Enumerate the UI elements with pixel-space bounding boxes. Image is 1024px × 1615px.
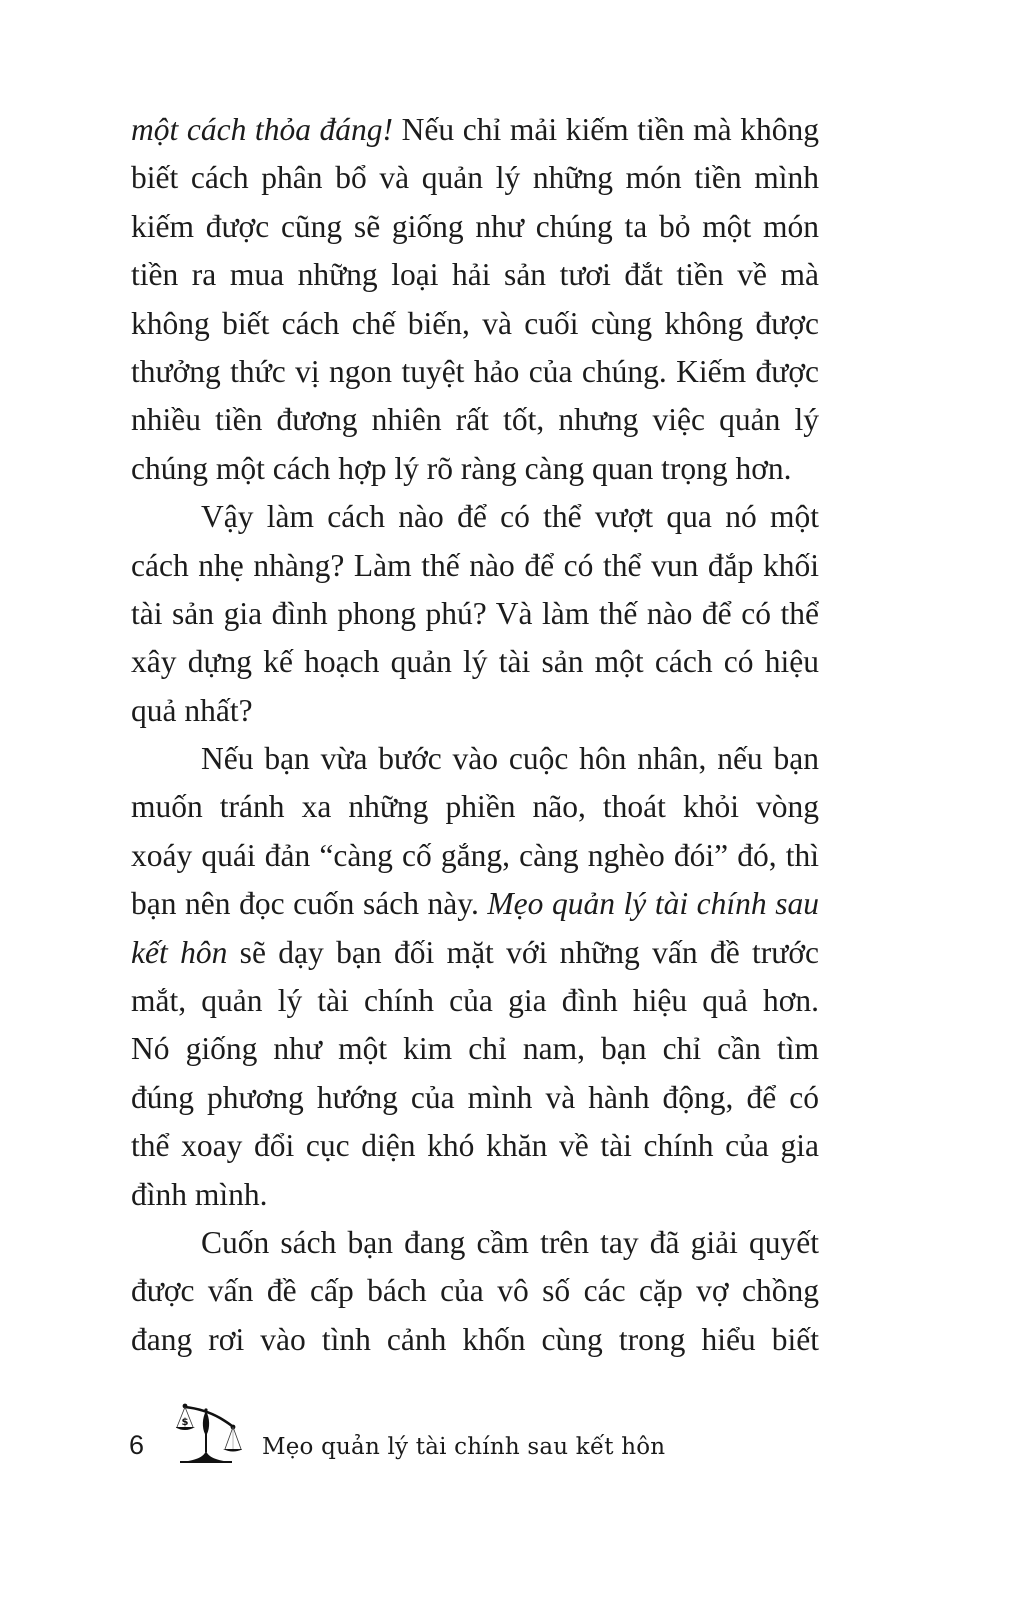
text-line (131, 1316, 819, 1364)
text-segment: tiền ra mua những loại hải sản tươi đắt tiền về mà (131, 257, 819, 293)
text-segment: Nếu bạn vừa bước vào cuộc hôn nhân, nếu bạn (201, 741, 819, 777)
text-segment: Nếu chỉ mải kiếm tiền mà không (393, 112, 819, 147)
running-title: Mẹo quản lý tài chính sau kết hôn (262, 1434, 666, 1460)
text-segment: muốn tránh xa những phiền não, thoát khỏi vòng (131, 789, 819, 825)
text-segment: đúng phương hướng của mình và hành động, để có (131, 1079, 819, 1115)
text-line (131, 493, 819, 541)
text-segment: mắt, quản lý tài chính của gia đình hiệu quả hơn. (131, 983, 819, 1019)
text-line (131, 880, 819, 928)
text-segment: tài sản gia đình phong phú? Và làm thế nào để có thể (131, 595, 819, 631)
text-line (131, 832, 819, 880)
text-line (131, 1074, 819, 1122)
page-footer (0, 1390, 1024, 1480)
svg-text:$: $ (181, 1417, 189, 1428)
text-segment: biết cách phân bổ và quản lý những món tiền mình (131, 160, 819, 196)
scale-of-justice-icon (176, 1396, 242, 1466)
text-segment: đình mình. (131, 1176, 268, 1212)
text-segment: được vấn đề cấp bách của vô số các cặp vợ chồng (131, 1273, 819, 1309)
text-line (131, 1267, 819, 1315)
text-segment: sẽ dạy bạn đối mặt với những vấn đề trước (227, 934, 819, 970)
text-segment: xoáy quái đản “càng cố gắng, càng nghèo đói” đó, thì (131, 837, 819, 873)
text-line (131, 203, 819, 251)
text-segment: nhiều tiền đương nhiên rất tốt, nhưng việc quản lý (131, 402, 819, 438)
text-segment: kiếm được cũng sẽ giống như chúng ta bỏ một món (131, 208, 819, 244)
text-line (131, 106, 819, 154)
text-segment: thể xoay đổi cục diện khó khăn về tài chính của gia (131, 1128, 819, 1164)
text-line (131, 1025, 819, 1073)
text-segment: thưởng thức vị ngon tuyệt hảo của chúng. Kiếm được (131, 353, 819, 389)
italic-text: Mẹo quản lý tài chính sau (487, 886, 819, 922)
text-line (131, 154, 819, 202)
italic-text: kết hôn (131, 934, 228, 970)
text-line (131, 396, 819, 444)
text-line (131, 929, 819, 977)
text-line (131, 1171, 819, 1219)
text-segment: cách nhẹ nhàng? Làm thế nào để có thể vun đắp khối (131, 547, 819, 583)
text-line (131, 251, 819, 299)
text-line (131, 542, 819, 590)
text-line (131, 977, 819, 1025)
text-line (131, 638, 819, 686)
text-segment: Cuốn sách bạn đang cầm trên tay đã giải quyết (201, 1224, 819, 1260)
text-line (131, 1219, 819, 1267)
text-line (131, 783, 819, 831)
text-segment: không biết cách chế biến, và cuối cùng không được (131, 305, 819, 341)
text-line (131, 348, 819, 396)
text-line (131, 590, 819, 638)
text-line (131, 1122, 819, 1170)
text-line (131, 687, 819, 735)
text-segment: Vậy làm cách nào để có thể vượt qua nó một (201, 499, 819, 535)
text-segment: bạn nên đọc cuốn sách này. (131, 886, 488, 922)
text-segment: Nó giống như một kim chỉ nam, bạn chỉ cần tìm (131, 1031, 819, 1067)
text-line (131, 735, 819, 783)
text-line (131, 300, 819, 348)
text-segment: chúng một cách hợp lý rõ ràng càng quan trọng hơn. (131, 450, 792, 486)
page-number: 6 (129, 1430, 145, 1460)
text-line (131, 445, 819, 493)
body-text (131, 106, 819, 1364)
text-segment: đang rơi vào tình cảnh khốn cùng trong hiểu biết (131, 1321, 819, 1357)
text-segment: xây dựng kế hoạch quản lý tài sản một cách có hiệu (131, 644, 819, 680)
italic-text: một cách thỏa đáng! (131, 112, 394, 147)
text-segment: quả nhất? (131, 692, 253, 728)
